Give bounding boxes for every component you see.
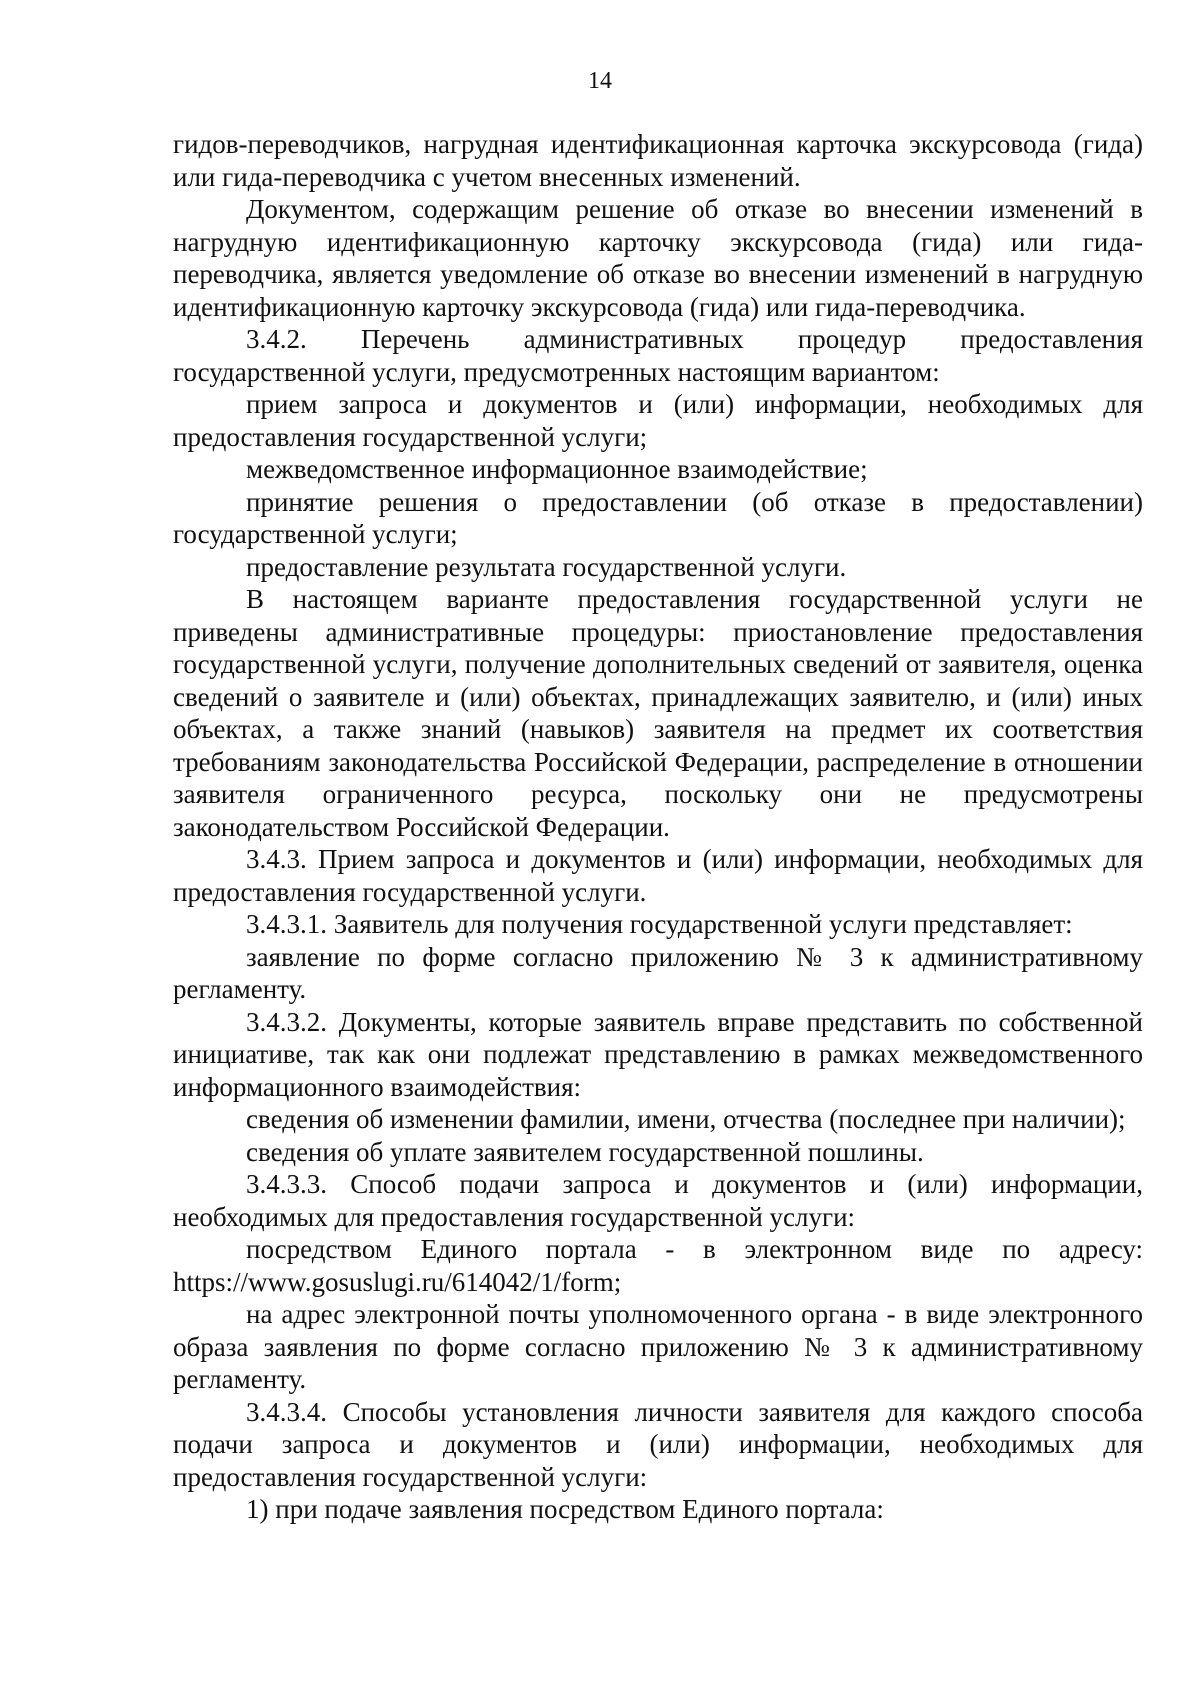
paragraph-3-4-3: 3.4.3. Прием запроса и документов и (или) информации, необходимых для предоставления государственной услуги.	[173, 844, 1143, 907]
list-item-email: на адрес электронной почты уполномоченного органа - в виде электронного образа заявления по форме согласно приложению № 3 к административному регламенту.	[173, 1299, 1143, 1394]
paragraph-refusal-document: Документом, содержащим решение об отказе во внесении изменений в нагрудную идентификационную карточку экскурсовода (гида) или гида-переводчика, является уведомление об отказе во внесении изменений в нагрудную идентификационную карточку экскурсовода (гида) или гида-переводчика.	[173, 194, 1143, 322]
list-item-procedure-2: межведомственное информационное взаимодействие;	[246, 454, 868, 484]
list-item-procedure-1: прием запроса и документов и (или) информации, необходимых для предоставления государственной услуги;	[173, 389, 1143, 452]
paragraph-not-included-procedures: В настоящем варианте предоставления государственной услуги не приведены административные процедуры: приостановление предоставления государственной услуги, получение дополнительных сведений от заявителя, оценка сведений о заявителе и (или) объектах, принадлежащих заявителю, и (или) иных объектах, а также знаний (навыков) заявителя на предмет их соответствия требованиям законодательства Российской Федерации, распределение в отношении заявителя ограниченного ресурса, поскольку они не предусмотрены законодательством Российской Федерации.	[173, 584, 1143, 842]
paragraph-continuation: гидов-переводчиков, нагрудная идентификационная карточка экскурсовода (гида) или гида-переводчика с учетом внесенных изменений.	[173, 129, 1143, 192]
document-body	[173, 128, 1143, 1526]
list-item-name-change: сведения об изменении фамилии, имени, отчества (последнее при наличии);	[246, 1104, 1126, 1134]
list-item-single-portal: посредством Единого портала - в электронном виде по адресу: https://www.gosuslugi.ru/614042/1/form;	[173, 1234, 1143, 1297]
list-item-procedure-3: принятие решения о предоставлении (об отказе в предоставлении) государственной услуги;	[173, 486, 1143, 549]
paragraph-3-4-3-2: 3.4.3.2. Документы, которые заявитель вправе представить по собственной инициативе, так как они подлежат представлению в рамках межведомственного информационного взаимодействия:	[173, 1006, 1143, 1102]
paragraph-3-4-3-1: 3.4.3.1. Заявитель для получения государственной услуги представляет:	[246, 909, 1073, 939]
paragraph-3-4-3-3: 3.4.3.3. Способ подачи запроса и документов и (или) информации, необходимых для предоставления государственной услуги:	[173, 1169, 1143, 1232]
paragraph-3-4-3-4: 3.4.3.4. Способы установления личности заявителя для каждого способа подачи запроса и документов и (или) информации, необходимых для предоставления государственной услуги:	[173, 1396, 1143, 1492]
list-item-procedure-4: предоставление результата государственной услуги.	[246, 551, 847, 582]
page-number: 14	[588, 68, 612, 94]
paragraph-3-4-2: 3.4.2. Перечень административных процедур предоставления государственной услуги, предусмотренных настоящим вариантом:	[173, 324, 1143, 387]
list-item-portal-identification: 1) при подаче заявления посредством Единого портала:	[246, 1494, 884, 1524]
list-item-application-form: заявление по форме согласно приложению № 3 к административному регламенту.	[173, 941, 1143, 1004]
list-item-state-fee: сведения об уплате заявителем государственной пошлины.	[246, 1136, 924, 1167]
